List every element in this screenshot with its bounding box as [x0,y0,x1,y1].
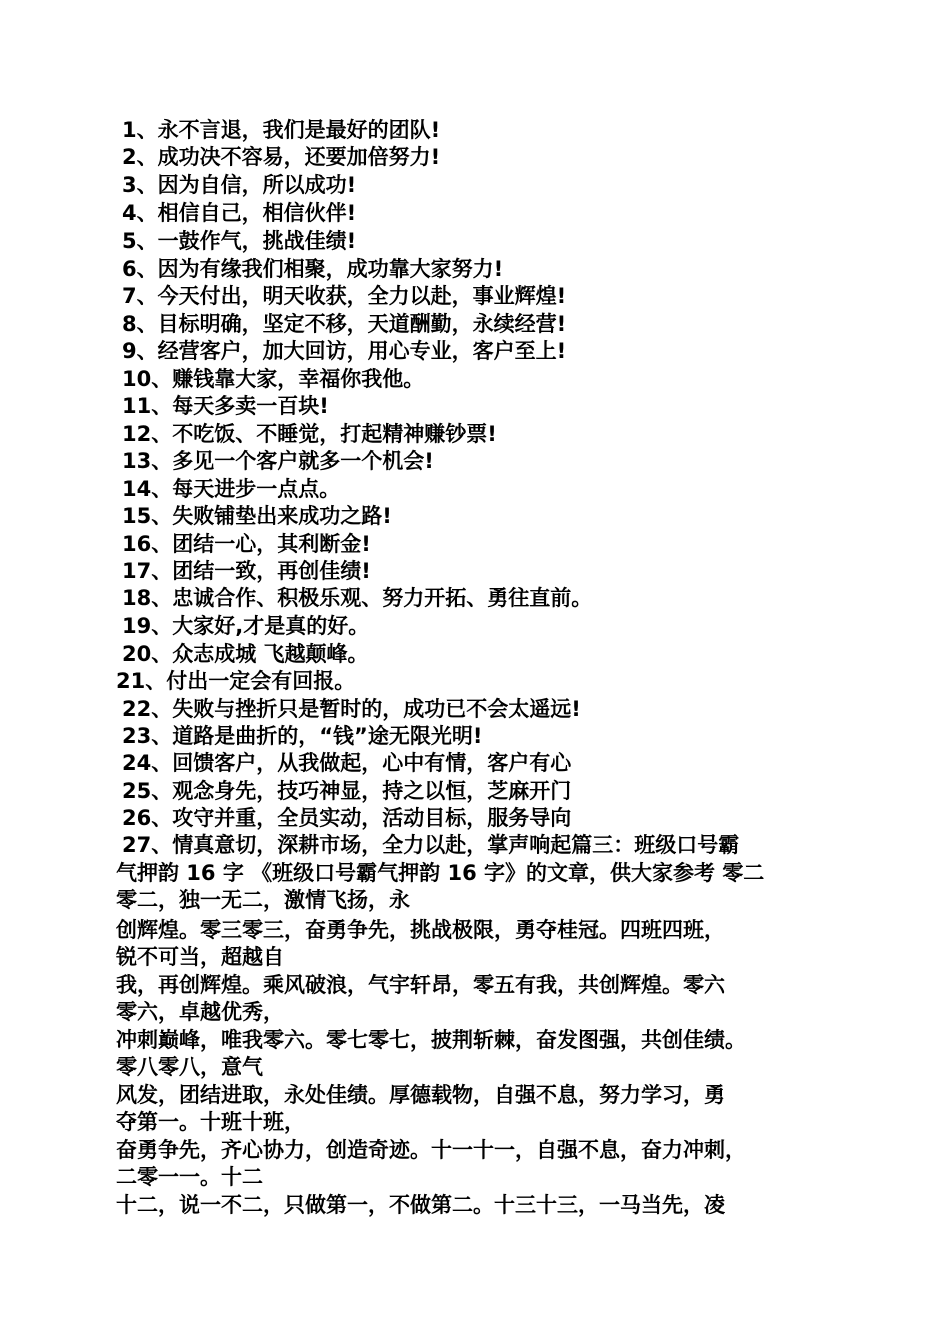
text-line: 11、每天多卖一百块! [122,394,329,418]
text-line: 二零一一。十二 [116,1165,263,1189]
text-line: 3、因为自信，所以成功! [122,173,357,197]
text-line: 零二，独一无二，激情飞扬，永 [116,888,410,912]
text-line: 17、团结一致，再创佳绩! [122,559,371,583]
text-line: 16、团结一心，其利断金! [122,532,371,556]
text-line: 25、观念身先，技巧神显，持之以恒，芝麻开门 [122,779,572,803]
text-line: 22、失败与挫折只是暂时的，成功已不会太遥远! [122,697,581,721]
text-line: 零六，卓越优秀， [116,1000,284,1024]
text-line: 27、情真意切，深耕市场，全力以赴，掌声响起篇三：班级口号霸 [122,833,740,857]
text-line: 风发，团结进取，永处佳绩。厚德载物，自强不息，努力学习，勇 [116,1083,725,1107]
text-line: 十二，说一不二，只做第一，不做第二。十三十三，一马当先，凌 [116,1193,725,1217]
text-line: 19、大家好,才是真的好。 [122,614,370,638]
text-line: 创辉煌。零三零三，奋勇争先，挑战极限，勇夺桂冠。四班四班， [116,918,725,942]
text-line: 2、成功决不容易，还要加倍努力! [122,145,441,169]
text-line: 10、赚钱靠大家，幸福你我他。 [122,367,425,391]
text-line: 6、因为有缘我们相聚，成功靠大家努力! [122,257,504,281]
text-line: 12、不吃饭、不睡觉，打起精神赚钞票! [122,422,497,446]
text-line: 23、道路是曲折的，“钱”途无限光明! [122,724,483,748]
text-line: 9、经营客户，加大回访，用心专业，客户至上! [122,339,567,363]
text-line: 我，再创辉煌。乘风破浪，气宇轩昂，零五有我，共创辉煌。零六 [116,973,725,997]
text-line: 1、永不言退，我们是最好的团队! [122,118,441,142]
text-line: 零八零八，意气 [116,1055,263,1079]
text-line: 7、今天付出，明天收获，全力以赴，事业辉煌! [122,284,567,308]
text-line: 奋勇争先，齐心协力，创造奇迹。十一十一，自强不息，奋力冲刺， [116,1138,746,1162]
text-line: 14、每天进步一点点。 [122,477,341,501]
text-line: 5、一鼓作气，挑战佳绩! [122,229,357,253]
text-line: 气押韵 16 字 《班级口号霸气押韵 16 字》的文章，供大家参考 零二 [116,861,765,885]
text-line: 锐不可当，超越自 [116,945,284,969]
text-line: 18、忠诚合作、积极乐观、努力开拓、勇往直前。 [122,586,593,610]
text-line: 21、付出一定会有回报。 [116,669,356,693]
text-line: 24、回馈客户，从我做起，心中有情，客户有心 [122,751,572,775]
text-line: 20、众志成城 飞越颠峰。 [122,642,369,666]
text-line: 8、目标明确，坚定不移，天道酬勤，永续经营! [122,312,567,336]
text-line: 13、多见一个客户就多一个机会! [122,449,434,473]
text-line: 15、失败铺垫出来成功之路! [122,504,392,528]
text-line: 4、相信自己，相信伙伴! [122,201,357,225]
text-line: 26、攻守并重，全员实动，活动目标，服务导向 [122,806,572,830]
text-line: 夺第一。十班十班， [116,1110,305,1134]
text-line: 冲刺巅峰，唯我零六。零七零七，披荆斩棘，奋发图强，共创佳绩。 [116,1028,746,1052]
